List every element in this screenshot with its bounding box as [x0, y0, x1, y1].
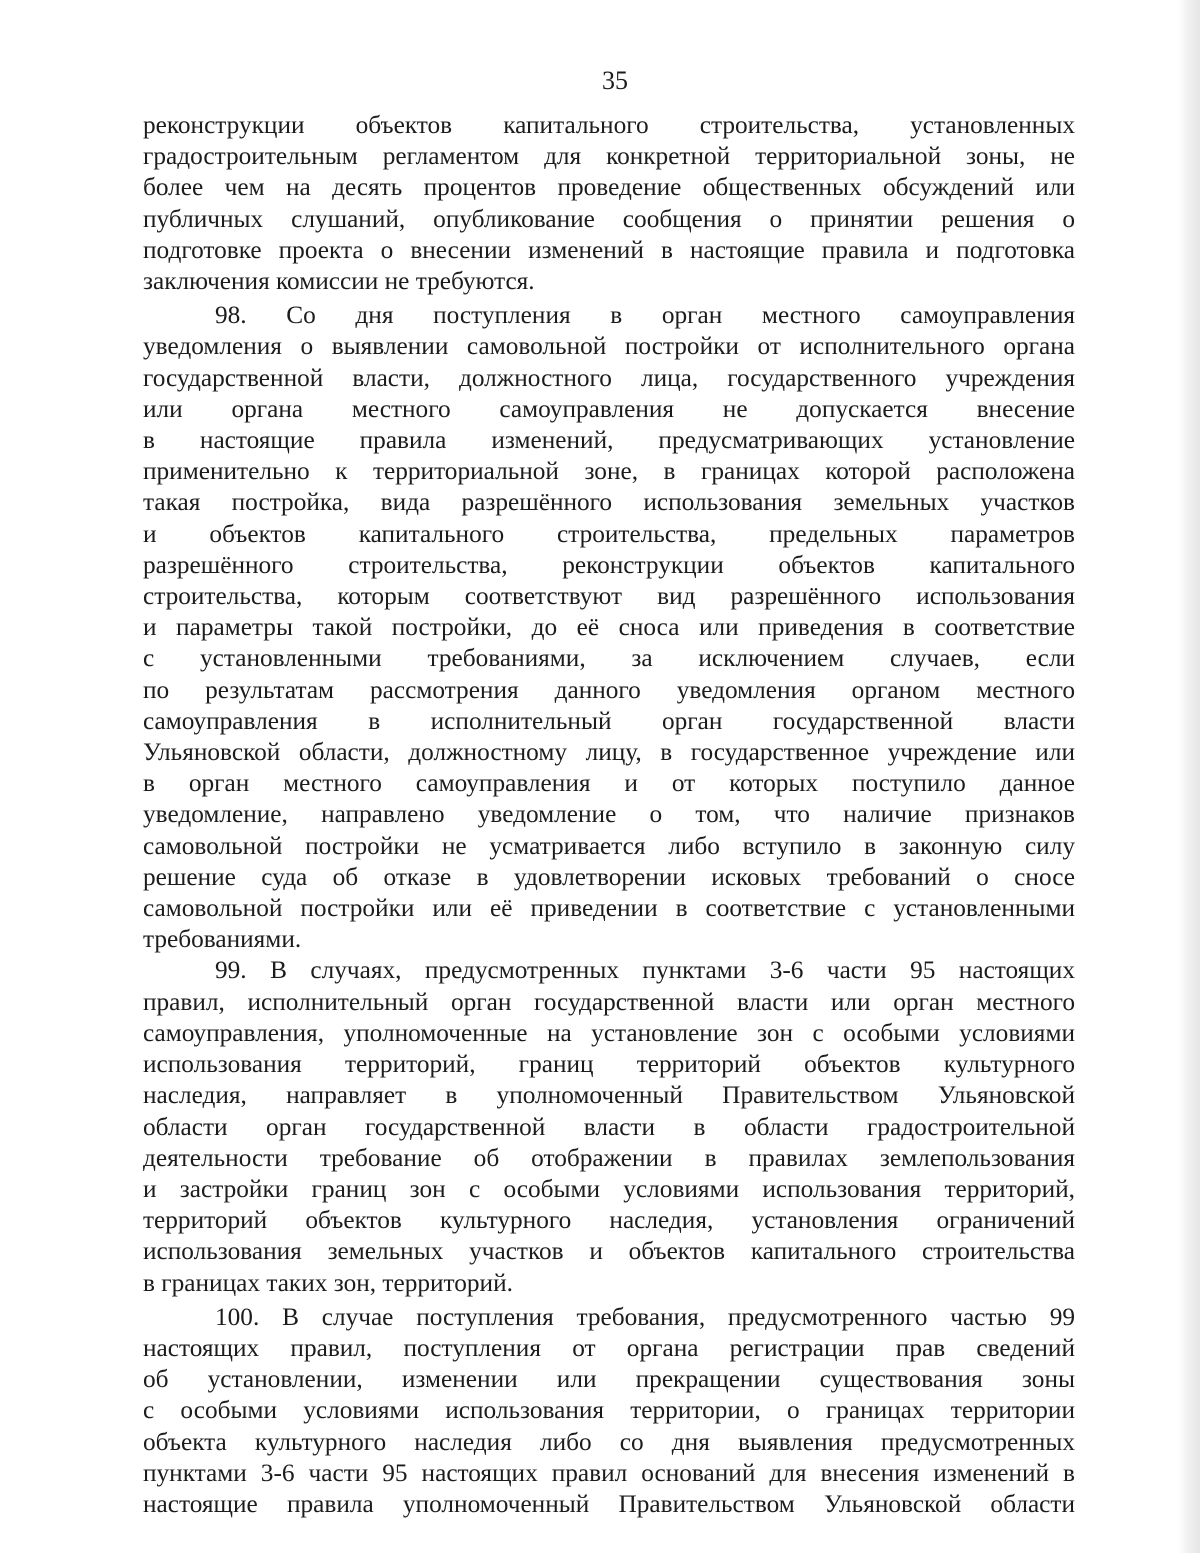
text-line: уведомление, направлено уведомление о том, что наличие признаков — [143, 800, 1075, 829]
text-line: об установлении, изменении или прекращении существования зоны — [143, 1365, 1075, 1394]
text-line: с особыми условиями использования территории, о границах территории — [143, 1396, 1075, 1425]
text-line: объекта культурного наследия либо со дня выявления предусмотренных — [143, 1427, 1075, 1456]
text-line: такая постройка, вида разрешённого использования земельных участков — [143, 488, 1075, 517]
paragraph-100-first-line: 100. В случае поступления требования, предусмотренного частью 99 — [215, 1302, 1075, 1331]
text-line: правил, исполнительный орган государственной власти или орган местного — [143, 987, 1075, 1016]
text-line: подготовке проекта о внесении изменений в настоящие правила и подготовка — [143, 235, 1075, 264]
text-line: или органа местного самоуправления не допускается внесение — [143, 394, 1075, 423]
text-line: разрешённого строительства, реконструкции объектов капитального — [143, 550, 1075, 579]
text-line: строительства, которым соответствуют вид разрешённого использования — [143, 582, 1075, 611]
paragraph-99-first-line: 99. В случаях, предусмотренных пунктами 3-6 части 95 настоящих — [215, 956, 1075, 985]
text-line: самовольной постройки или её приведении в соответствие с установленными — [143, 894, 1075, 923]
text-line: в орган местного самоуправления и от которых поступило данное — [143, 769, 1075, 798]
text-line: требованиями. — [143, 925, 302, 954]
scan-edge-shadow — [1178, 0, 1200, 1553]
page-number: 35 — [602, 66, 628, 95]
text-line: Ульяновской области, должностному лицу, в государственное учреждение или — [143, 738, 1075, 767]
text-line: области орган государственной власти в области градостроительной — [143, 1112, 1075, 1141]
text-line: решение суда об отказе в удовлетворении исковых требований о сносе — [143, 862, 1075, 891]
text-line: настоящих правил, поступления от органа регистрации прав сведений — [143, 1333, 1075, 1362]
text-line: самовольной постройки не усматривается либо вступило в законную силу — [143, 831, 1075, 860]
text-line: пунктами 3-6 части 95 настоящих правил оснований для внесения изменений в — [143, 1458, 1075, 1487]
text-line: с установленными требованиями, за исключением случаев, если — [143, 644, 1075, 673]
text-line: и объектов капитального строительства, предельных параметров — [143, 519, 1075, 548]
text-line: территорий объектов культурного наследия, установления ограничений — [143, 1206, 1075, 1235]
text-line: применительно к территориальной зоне, в границах которой расположена — [143, 457, 1075, 486]
text-line: публичных слушаний, опубликование сообщения о принятии решения о — [143, 204, 1075, 233]
text-line: самоуправления в исполнительный орган государственной власти — [143, 706, 1075, 735]
text-line: государственной власти, должностного лица, государственного учреждения — [143, 363, 1075, 392]
text-line: заключения комиссии не требуются. — [143, 267, 535, 296]
text-line: уведомления о выявлении самовольной постройки от исполнительного органа — [143, 332, 1075, 361]
text-line: градостроительным регламентом для конкретной территориальной зоны, не — [143, 142, 1075, 171]
text-line: в настоящие правила изменений, предусматривающих установление — [143, 426, 1075, 455]
text-line: и застройки границ зон с особыми условиями использования территорий, — [143, 1174, 1075, 1203]
text-line: самоуправления, уполномоченные на установление зон с особыми условиями — [143, 1018, 1075, 1047]
text-line: настоящие правила уполномоченный Правительством Ульяновской области — [143, 1489, 1075, 1518]
document-body — [143, 110, 1075, 1520]
text-line: использования земельных участков и объектов капитального строительства — [143, 1237, 1075, 1266]
text-line: по результатам рассмотрения данного уведомления органом местного — [143, 675, 1075, 704]
text-line: деятельности требование об отображении в правилах землепользования — [143, 1143, 1075, 1172]
text-line: и параметры такой постройки, до её сноса или приведения в соответствие — [143, 613, 1075, 642]
text-line: использования территорий, границ территорий объектов культурного — [143, 1050, 1075, 1079]
paragraph-98-first-line: 98. Со дня поступления в орган местного самоуправления — [215, 301, 1075, 330]
text-line: наследия, направляет в уполномоченный Правительством Ульяновской — [143, 1081, 1075, 1110]
text-line: в границах таких зон, территорий. — [143, 1268, 513, 1297]
text-line: более чем на десять процентов проведение общественных обсуждений или — [143, 173, 1075, 202]
text-line: реконструкции объектов капитального строительства, установленных — [143, 111, 1075, 139]
